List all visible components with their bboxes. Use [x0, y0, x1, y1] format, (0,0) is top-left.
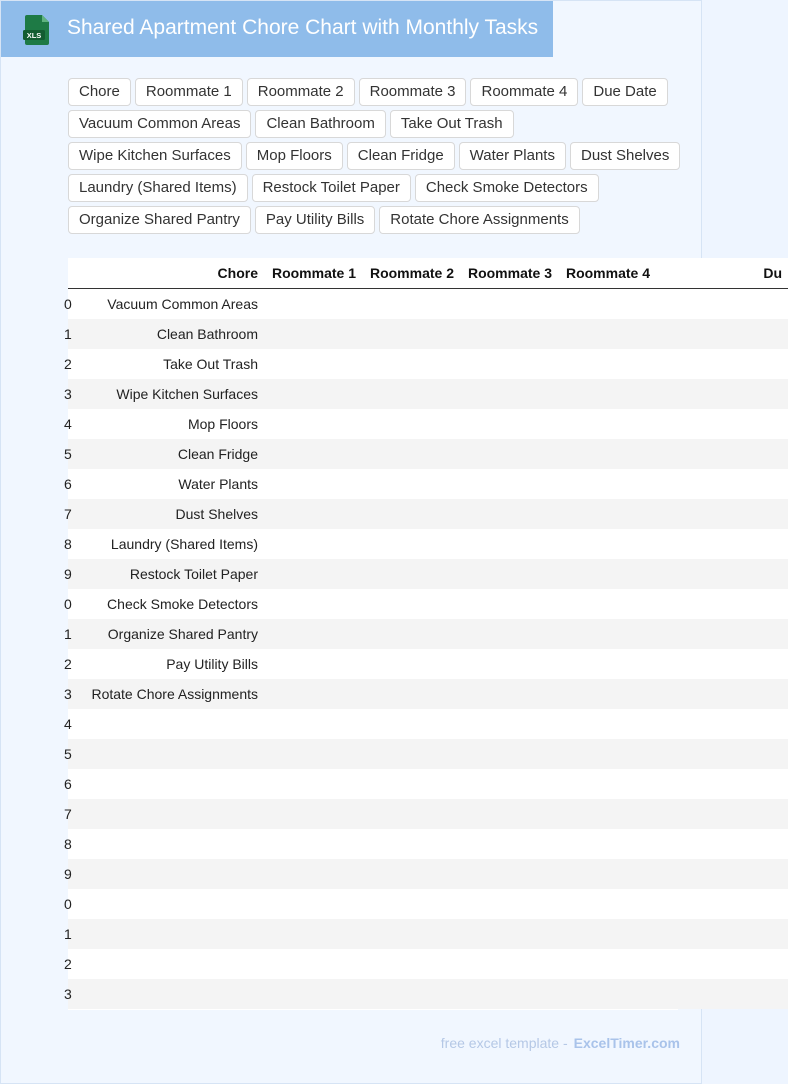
- row-index: 7: [68, 799, 80, 829]
- table-header-row: [68, 258, 788, 289]
- chore-cell[interactable]: [80, 949, 264, 979]
- chore-cell[interactable]: [80, 799, 264, 829]
- empty-cell[interactable]: [362, 979, 460, 1009]
- row-index: 0: [68, 289, 80, 320]
- empty-cell[interactable]: [460, 619, 558, 649]
- empty-cell[interactable]: [656, 769, 788, 799]
- empty-cell[interactable]: [264, 799, 362, 829]
- row-index: 4: [68, 409, 80, 439]
- column-chip[interactable]: Rotate Chore Assignments: [379, 206, 579, 234]
- column-header[interactable]: [68, 258, 80, 289]
- empty-cell[interactable]: [558, 589, 656, 619]
- empty-cell[interactable]: [460, 349, 558, 379]
- empty-cell[interactable]: [656, 889, 788, 919]
- row-index: 6: [68, 769, 80, 799]
- empty-cell[interactable]: [656, 829, 788, 859]
- empty-cell[interactable]: [460, 589, 558, 619]
- empty-cell[interactable]: [656, 409, 788, 439]
- column-chip[interactable]: Laundry (Shared Items): [68, 174, 248, 202]
- row-index: 2: [68, 949, 80, 979]
- column-chip[interactable]: Restock Toilet Paper: [252, 174, 411, 202]
- empty-cell[interactable]: [558, 679, 656, 709]
- empty-cell[interactable]: [558, 769, 656, 799]
- chore-cell[interactable]: Wipe Kitchen Surfaces: [80, 379, 264, 409]
- page-title: Shared Apartment Chore Chart with Monthly Tasks: [67, 16, 539, 39]
- empty-cell[interactable]: [558, 799, 656, 829]
- row-index: 0: [68, 889, 80, 919]
- table-row[interactable]: [68, 559, 788, 589]
- row-index: 3: [68, 979, 80, 1009]
- chore-cell[interactable]: Water Plants: [80, 469, 264, 499]
- empty-cell[interactable]: [264, 409, 362, 439]
- empty-cell[interactable]: [558, 319, 656, 349]
- empty-cell[interactable]: [362, 319, 460, 349]
- column-header[interactable]: Chore: [80, 258, 264, 289]
- chore-cell[interactable]: Vacuum Common Areas: [80, 289, 264, 320]
- column-chip[interactable]: Vacuum Common Areas: [68, 110, 251, 138]
- empty-cell[interactable]: [656, 619, 788, 649]
- empty-cell[interactable]: [362, 679, 460, 709]
- empty-cell[interactable]: [264, 619, 362, 649]
- empty-cell[interactable]: [656, 349, 788, 379]
- column-chip[interactable]: Mop Floors: [246, 142, 343, 170]
- empty-cell[interactable]: [656, 589, 788, 619]
- empty-cell[interactable]: [558, 919, 656, 949]
- empty-cell[interactable]: [558, 709, 656, 739]
- empty-cell[interactable]: [460, 739, 558, 769]
- row-index: 5: [68, 439, 80, 469]
- chore-cell[interactable]: Laundry (Shared Items): [80, 529, 264, 559]
- empty-cell[interactable]: [362, 409, 460, 439]
- chore-table: [64, 258, 788, 1009]
- empty-cell[interactable]: [362, 829, 460, 859]
- table-row[interactable]: [68, 949, 788, 979]
- row-index: 8: [68, 529, 80, 559]
- chore-cell[interactable]: Pay Utility Bills: [80, 649, 264, 679]
- empty-cell[interactable]: [460, 709, 558, 739]
- empty-cell[interactable]: [264, 709, 362, 739]
- empty-cell[interactable]: [362, 709, 460, 739]
- table-row[interactable]: [68, 379, 788, 409]
- column-chip[interactable]: Roommate 4: [470, 78, 578, 106]
- column-chip[interactable]: Clean Bathroom: [255, 110, 385, 138]
- chore-cell[interactable]: [80, 919, 264, 949]
- empty-cell[interactable]: [460, 889, 558, 919]
- empty-cell[interactable]: [656, 379, 788, 409]
- chore-cell[interactable]: [80, 979, 264, 1009]
- column-header[interactable]: Roommate 3: [460, 258, 558, 289]
- empty-cell[interactable]: [656, 919, 788, 949]
- table-row[interactable]: [68, 769, 788, 799]
- column-chips: [68, 78, 688, 234]
- empty-cell[interactable]: [264, 649, 362, 679]
- column-chip[interactable]: Pay Utility Bills: [255, 206, 375, 234]
- empty-cell[interactable]: [264, 769, 362, 799]
- empty-cell[interactable]: [460, 289, 558, 320]
- empty-cell[interactable]: [362, 439, 460, 469]
- row-index: 9: [68, 859, 80, 889]
- row-index: 2: [68, 649, 80, 679]
- column-chip[interactable]: Roommate 2: [247, 78, 355, 106]
- footer-brand-link[interactable]: ExcelTimer.com: [573, 1035, 680, 1051]
- row-index: 5: [68, 739, 80, 769]
- empty-cell[interactable]: [558, 979, 656, 1009]
- column-chip[interactable]: Dust Shelves: [570, 142, 680, 170]
- table-row[interactable]: [68, 529, 788, 559]
- empty-cell[interactable]: [264, 889, 362, 919]
- empty-cell[interactable]: [362, 289, 460, 320]
- empty-cell[interactable]: [264, 289, 362, 320]
- empty-cell[interactable]: [264, 529, 362, 559]
- table-row[interactable]: [68, 679, 788, 709]
- empty-cell[interactable]: [362, 799, 460, 829]
- empty-cell[interactable]: [362, 619, 460, 649]
- column-header[interactable]: Roommate 1: [264, 258, 362, 289]
- empty-cell[interactable]: [460, 649, 558, 679]
- empty-cell[interactable]: [264, 859, 362, 889]
- empty-cell[interactable]: [656, 799, 788, 829]
- table-row[interactable]: [68, 829, 788, 859]
- empty-cell[interactable]: [558, 409, 656, 439]
- column-chip[interactable]: Check Smoke Detectors: [415, 174, 599, 202]
- empty-cell[interactable]: [558, 559, 656, 589]
- column-header[interactable]: Du: [656, 258, 788, 289]
- column-header[interactable]: Roommate 2: [362, 258, 460, 289]
- row-index: 8: [68, 829, 80, 859]
- empty-cell[interactable]: [460, 679, 558, 709]
- empty-cell[interactable]: [558, 529, 656, 559]
- column-chip[interactable]: Take Out Trash: [390, 110, 514, 138]
- empty-cell[interactable]: [460, 409, 558, 439]
- empty-cell[interactable]: [558, 289, 656, 320]
- table-row[interactable]: [68, 979, 788, 1009]
- empty-cell[interactable]: [656, 319, 788, 349]
- row-index: 0: [68, 589, 80, 619]
- column-chip[interactable]: Water Plants: [459, 142, 566, 170]
- empty-cell[interactable]: [656, 949, 788, 979]
- chore-cell[interactable]: Check Smoke Detectors: [80, 589, 264, 619]
- table-row[interactable]: [68, 589, 788, 619]
- empty-cell[interactable]: [264, 919, 362, 949]
- empty-cell[interactable]: [656, 679, 788, 709]
- empty-cell[interactable]: [362, 559, 460, 589]
- chore-cell[interactable]: [80, 889, 264, 919]
- empty-cell[interactable]: [460, 859, 558, 889]
- empty-cell[interactable]: [362, 649, 460, 679]
- empty-cell[interactable]: [362, 919, 460, 949]
- row-index: 9: [68, 559, 80, 589]
- chore-cell[interactable]: Organize Shared Pantry: [80, 619, 264, 649]
- table-row[interactable]: [68, 739, 788, 769]
- row-index: 6: [68, 469, 80, 499]
- table-row[interactable]: [68, 919, 788, 949]
- empty-cell[interactable]: [362, 859, 460, 889]
- row-index: 2: [68, 349, 80, 379]
- empty-cell[interactable]: [558, 499, 656, 529]
- empty-cell[interactable]: [362, 349, 460, 379]
- empty-cell[interactable]: [362, 529, 460, 559]
- empty-cell[interactable]: [264, 949, 362, 979]
- row-index: 3: [68, 379, 80, 409]
- empty-cell[interactable]: [264, 379, 362, 409]
- svg-text:XLS: XLS: [26, 31, 42, 40]
- chore-table-container[interactable]: [64, 258, 782, 1010]
- table-body: [64, 289, 788, 1010]
- empty-cell[interactable]: [264, 439, 362, 469]
- empty-cell[interactable]: [460, 979, 558, 1009]
- empty-cell[interactable]: [558, 439, 656, 469]
- empty-cell[interactable]: [460, 829, 558, 859]
- empty-cell[interactable]: [460, 949, 558, 979]
- table-row[interactable]: [68, 619, 788, 649]
- chore-cell[interactable]: [80, 829, 264, 859]
- empty-cell[interactable]: [460, 439, 558, 469]
- table-row[interactable]: [68, 499, 788, 529]
- empty-cell[interactable]: [264, 589, 362, 619]
- empty-cell[interactable]: [558, 829, 656, 859]
- table-row[interactable]: [68, 859, 788, 889]
- table-row[interactable]: [68, 889, 788, 919]
- chore-cell[interactable]: [80, 769, 264, 799]
- empty-cell[interactable]: [558, 949, 656, 979]
- empty-cell[interactable]: [656, 649, 788, 679]
- chore-cell[interactable]: [80, 739, 264, 769]
- empty-cell[interactable]: [460, 469, 558, 499]
- empty-cell[interactable]: [558, 619, 656, 649]
- empty-cell[interactable]: [264, 829, 362, 859]
- row-index: 7: [68, 499, 80, 529]
- chore-cell[interactable]: Mop Floors: [80, 409, 264, 439]
- empty-cell[interactable]: [656, 709, 788, 739]
- empty-cell[interactable]: [558, 889, 656, 919]
- empty-cell[interactable]: [558, 379, 656, 409]
- row-index: 1: [68, 619, 80, 649]
- table-row[interactable]: [68, 709, 788, 739]
- chore-cell[interactable]: Clean Fridge: [80, 439, 264, 469]
- row-index: 1: [68, 919, 80, 949]
- column-chip[interactable]: Organize Shared Pantry: [68, 206, 251, 234]
- row-index: 4: [68, 709, 80, 739]
- empty-cell[interactable]: [558, 349, 656, 379]
- chore-cell[interactable]: Dust Shelves: [80, 499, 264, 529]
- empty-cell[interactable]: [460, 769, 558, 799]
- empty-cell[interactable]: [362, 499, 460, 529]
- chore-cell[interactable]: Rotate Chore Assignments: [80, 679, 264, 709]
- empty-cell[interactable]: [264, 469, 362, 499]
- chore-cell[interactable]: [80, 709, 264, 739]
- chore-cell[interactable]: Clean Bathroom: [80, 319, 264, 349]
- empty-cell[interactable]: [362, 739, 460, 769]
- empty-cell[interactable]: [460, 499, 558, 529]
- footer-prefix: free excel template -: [440, 1035, 568, 1051]
- empty-cell[interactable]: [362, 769, 460, 799]
- table-row[interactable]: [68, 469, 788, 499]
- chore-cell[interactable]: [80, 859, 264, 889]
- table-row[interactable]: [68, 649, 788, 679]
- column-chip[interactable]: Due Date: [582, 78, 667, 106]
- column-header[interactable]: Roommate 4: [558, 258, 656, 289]
- empty-cell[interactable]: [558, 859, 656, 889]
- row-index: 1: [68, 319, 80, 349]
- empty-cell[interactable]: [460, 319, 558, 349]
- column-chip[interactable]: Wipe Kitchen Surfaces: [68, 142, 242, 170]
- empty-cell[interactable]: [362, 379, 460, 409]
- empty-cell[interactable]: [460, 799, 558, 829]
- xls-file-icon: [23, 15, 51, 45]
- empty-cell[interactable]: [558, 649, 656, 679]
- empty-cell[interactable]: [558, 469, 656, 499]
- empty-cell[interactable]: [264, 739, 362, 769]
- column-chip[interactable]: Clean Fridge: [347, 142, 455, 170]
- empty-cell[interactable]: [656, 439, 788, 469]
- empty-cell[interactable]: [264, 679, 362, 709]
- empty-cell[interactable]: [656, 979, 788, 1009]
- table-row[interactable]: [68, 439, 788, 469]
- empty-cell[interactable]: [656, 859, 788, 889]
- chore-cell[interactable]: Restock Toilet Paper: [80, 559, 264, 589]
- empty-cell[interactable]: [264, 349, 362, 379]
- empty-cell[interactable]: [362, 469, 460, 499]
- empty-cell[interactable]: [264, 559, 362, 589]
- column-chip[interactable]: Chore: [68, 78, 131, 106]
- table-row[interactable]: [68, 289, 788, 320]
- column-chip[interactable]: Roommate 3: [359, 78, 467, 106]
- empty-cell[interactable]: [264, 319, 362, 349]
- empty-cell[interactable]: [362, 889, 460, 919]
- empty-cell[interactable]: [656, 469, 788, 499]
- row-index: 3: [68, 679, 80, 709]
- footer-credit: [441, 1035, 680, 1051]
- title-bar: [1, 1, 553, 57]
- empty-cell[interactable]: [264, 979, 362, 1009]
- empty-cell[interactable]: [264, 499, 362, 529]
- table-row[interactable]: [68, 409, 788, 439]
- empty-cell[interactable]: [362, 949, 460, 979]
- empty-cell[interactable]: [460, 559, 558, 589]
- empty-cell[interactable]: [656, 529, 788, 559]
- column-chip[interactable]: Roommate 1: [135, 78, 243, 106]
- empty-cell[interactable]: [558, 739, 656, 769]
- table-row[interactable]: [68, 349, 788, 379]
- empty-cell[interactable]: [460, 919, 558, 949]
- empty-cell[interactable]: [656, 499, 788, 529]
- empty-cell[interactable]: [460, 529, 558, 559]
- table-row[interactable]: [68, 799, 788, 829]
- chore-cell[interactable]: Take Out Trash: [80, 349, 264, 379]
- empty-cell[interactable]: [656, 739, 788, 769]
- table-row[interactable]: [68, 319, 788, 349]
- empty-cell[interactable]: [362, 589, 460, 619]
- empty-cell[interactable]: [460, 379, 558, 409]
- empty-cell[interactable]: [656, 559, 788, 589]
- empty-cell[interactable]: [656, 289, 788, 320]
